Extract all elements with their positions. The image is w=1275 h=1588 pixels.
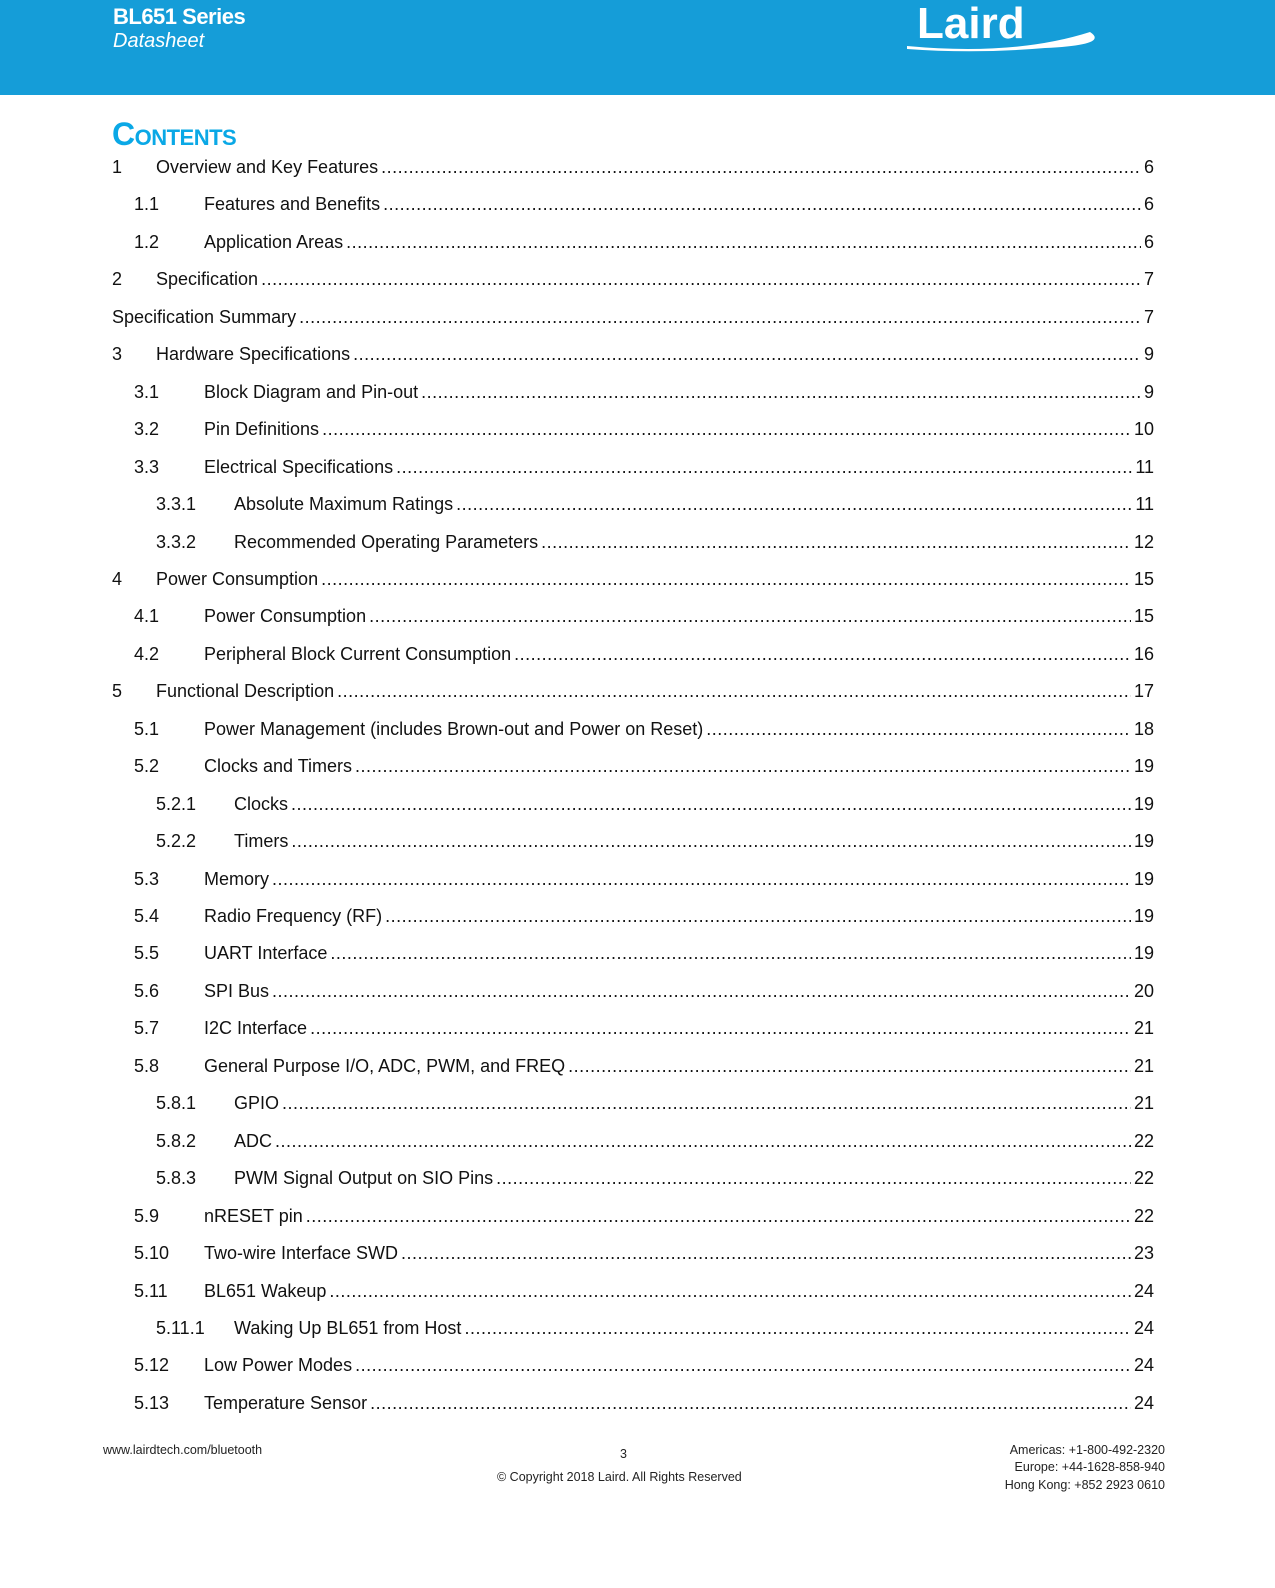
toc-entry-page: 19 [1133,793,1154,814]
footer-url[interactable]: www.lairdtech.com/bluetooth [103,1443,263,1457]
dot-leader [330,943,1131,964]
toc-entry-number: 1.1 [134,194,160,215]
toc-entry-number: 5.2 [134,756,160,777]
toc-entry[interactable] [156,1168,1154,1192]
page-title: Contents [112,116,237,152]
toc-entry-label: Memory [204,868,270,889]
toc-entry-page: 20 [1133,980,1154,1001]
toc-entry-page: 17 [1133,681,1154,702]
toc-entry-label: Two-wire Interface SWD [204,1243,399,1264]
toc-entry[interactable] [134,232,1154,256]
toc-entry-label: Functional Description [156,681,335,702]
toc-entry-label: Timers [234,831,289,852]
toc-entry-page: 21 [1133,1055,1154,1076]
toc-entry-label: Specification [156,269,259,290]
toc-entry-page: 11 [1135,456,1154,477]
toc-entry-label: Features and Benefits [204,194,381,215]
toc-entry[interactable] [156,1093,1154,1117]
dot-leader [299,307,1141,328]
dot-leader [261,269,1141,290]
toc-entry-label: GPIO [234,1093,280,1114]
dot-leader [291,794,1131,815]
toc-entry[interactable] [134,1056,1154,1080]
toc-entry-label: PWM Signal Output on SIO Pins [234,1168,494,1189]
toc-entry-number: 5.2.1 [156,793,197,814]
footer-page-number: 3 [620,1447,627,1461]
footer-phone-hongkong: Hong Kong: +852 2923 0610 [1004,1478,1165,1492]
toc-entry-number: 5.6 [134,980,160,1001]
toc-entry-page: 24 [1133,1317,1154,1338]
dot-leader [272,869,1131,890]
toc-entry-page: 22 [1133,1168,1154,1189]
toc-entry[interactable] [134,943,1154,967]
laird-logo [905,0,1105,60]
toc-entry-page: 12 [1133,531,1154,552]
toc-entry-label: I2C Interface [204,1018,308,1039]
toc-entry-page: 16 [1133,643,1154,664]
dot-leader [329,1281,1131,1302]
toc-entry-number: 5.10 [134,1243,170,1264]
toc-entry-label: Clocks and Timers [204,756,353,777]
dot-leader [355,1355,1131,1376]
toc-entry-label: ADC [234,1130,273,1151]
toc-entry[interactable] [134,419,1154,443]
toc-entry-page: 21 [1133,1018,1154,1039]
toc-entry[interactable] [134,1018,1154,1042]
toc-entry[interactable] [134,869,1154,893]
dot-leader [706,719,1131,740]
dot-leader [310,1018,1131,1039]
toc-entry-number: 5.8 [134,1055,160,1076]
toc-entry-label: Specification Summary [112,306,297,327]
toc-entry-page: 7 [1143,306,1154,327]
toc-entry-number: 5.13 [134,1392,170,1413]
dot-leader [355,756,1131,777]
toc-entry-label: nRESET pin [204,1205,303,1226]
toc-entry-number: 3 [112,344,123,365]
toc-entry-page: 7 [1143,269,1154,290]
toc-entry-number: 2 [112,269,123,290]
toc-entry-number: 5.11.1 [156,1317,205,1338]
toc-entry-page: 23 [1133,1243,1154,1264]
toc-entry[interactable] [112,344,1154,368]
dot-leader [396,457,1132,478]
toc-entry[interactable] [112,269,1154,293]
toc-entry[interactable] [134,906,1154,930]
toc-entry-page: 9 [1143,344,1154,365]
footer-phone-americas: Americas: +1-800-492-2320 [1009,1443,1165,1457]
toc-entry-number: 5.11 [134,1280,168,1301]
dot-leader [401,1243,1131,1264]
dot-leader [381,157,1141,178]
toc-entry[interactable] [156,831,1154,855]
toc-entry-page: 19 [1133,831,1154,852]
toc-entry-number: 5.5 [134,943,160,964]
toc-entry-page: 15 [1133,606,1154,627]
toc-entry[interactable] [156,494,1154,518]
toc-entry-label: Low Power Modes [204,1355,353,1376]
toc-entry-number: 3.2 [134,419,160,440]
product-series: BL651 Series [113,4,246,29]
toc-entry-label: Pin Definitions [204,419,320,440]
dot-leader [272,981,1131,1002]
dot-leader [306,1206,1131,1227]
toc-entry[interactable] [134,756,1154,780]
toc-entry-page: 19 [1133,868,1154,889]
toc-entry-page: 15 [1133,568,1154,589]
toc-entry[interactable] [134,644,1154,668]
toc-entry-number: 3.3.1 [156,494,197,515]
toc-entry-label: Clocks [234,793,289,814]
toc-entry-number: 5.1 [134,718,160,739]
toc-entry[interactable] [134,382,1154,406]
toc-entry-page: 24 [1133,1280,1154,1301]
toc-entry-page: 6 [1143,194,1154,215]
toc-entry-page: 22 [1133,1205,1154,1226]
toc-entry-label: Absolute Maximum Ratings [234,494,454,515]
toc-entry-label: Electrical Specifications [204,456,394,477]
toc-entry[interactable] [134,1355,1154,1379]
page-header [0,0,1275,95]
toc-entry[interactable] [156,1131,1154,1155]
dot-leader [514,644,1131,665]
toc-entry-page: 6 [1143,157,1154,177]
dot-leader [456,494,1132,515]
dot-leader [353,344,1141,365]
toc-entry-number: 5.8.1 [156,1093,197,1114]
toc-entry-number: 5.2.2 [156,831,197,852]
toc-entry-label: SPI Bus [204,980,270,1001]
toc-entry-page: 19 [1133,906,1154,926]
document-type: Datasheet [113,30,205,52]
toc-entry[interactable] [134,1281,1154,1305]
toc-entry-label: Power Management (includes Brown-out and Power on Reset) [204,718,704,739]
dot-leader [346,232,1141,253]
toc-entry-label: Power Consumption [156,568,319,589]
toc-entry-page: 18 [1133,718,1154,739]
toc-entry-page: 21 [1133,1093,1154,1114]
toc-entry[interactable] [134,719,1154,743]
toc-entry-number: 1.2 [134,231,160,252]
toc-entry-label: Radio Frequency (RF) [204,906,383,926]
dot-leader [370,1393,1131,1414]
svg-text:Laird: Laird [917,0,1025,48]
toc-entry-number: 3.3 [134,456,160,477]
toc-entry-number: 5.9 [134,1205,160,1226]
toc-entry-page: 11 [1135,494,1154,515]
toc-entry-page: 10 [1133,419,1154,440]
toc-entry-number: 3.1 [134,381,160,402]
toc-entry[interactable] [112,307,1154,331]
toc-entry-label: Power Consumption [204,606,367,627]
toc-entry[interactable] [112,157,1154,181]
dot-leader [385,906,1131,927]
toc-entry-page: 24 [1133,1392,1154,1413]
toc-entry[interactable] [112,569,1154,593]
toc-entry-label: BL651 Wakeup [204,1280,327,1301]
toc-entry[interactable] [156,532,1154,556]
toc-entry-page: 22 [1133,1130,1154,1151]
toc-entry-label: Hardware Specifications [156,344,351,365]
toc-entry-page: 24 [1133,1355,1154,1376]
toc-entry-label: Application Areas [204,231,344,252]
dot-leader [568,1056,1131,1077]
dot-leader [321,569,1131,590]
toc-entry-label: General Purpose I/O, ADC, PWM, and FREQ [204,1055,566,1076]
toc-entry-number: 3.3.2 [156,531,197,552]
dot-leader [291,831,1131,852]
toc-entry-label: Recommended Operating Parameters [234,531,539,552]
toc-entry-page: 6 [1143,231,1154,252]
toc-entry-label: Peripheral Block Current Consumption [204,643,512,664]
toc-entry-label: Temperature Sensor [204,1392,368,1413]
toc-entry-number: 4 [112,568,123,589]
dot-leader [369,606,1131,627]
toc-entry-number: 5.4 [134,906,160,926]
toc-entry-label: Block Diagram and Pin-out [204,381,419,402]
toc-entry[interactable] [134,194,1154,218]
dot-leader [275,1131,1131,1152]
dot-leader [322,419,1131,440]
toc-entry-number: 5.8.3 [156,1168,197,1189]
dot-leader [282,1093,1131,1114]
toc-entry[interactable] [134,1393,1154,1417]
toc-entry[interactable] [134,457,1154,481]
dot-leader [496,1168,1131,1189]
toc-entry[interactable] [156,1318,1154,1342]
toc-entry-page: 19 [1133,943,1154,964]
toc-entry-number: 5.8.2 [156,1130,197,1151]
toc-entry-number: 5 [112,681,123,702]
dot-leader [541,532,1131,553]
toc-entry[interactable] [134,1243,1154,1267]
toc-entry-number: 5.7 [134,1018,160,1039]
footer-phone-europe: Europe: +44-1628-858-940 [1014,1460,1165,1474]
dot-leader [383,194,1141,215]
toc-entry-label: UART Interface [204,943,328,964]
footer-copyright: © Copyright 2018 Laird. All Rights Reserved [497,1470,742,1484]
toc-entry[interactable] [134,1206,1154,1230]
dot-leader [421,382,1141,403]
toc-entry-number: 1 [112,157,123,177]
toc-entry-label: Waking Up BL651 from Host [234,1317,462,1338]
toc-entry-number: 5.3 [134,868,160,889]
dot-leader [337,681,1131,702]
toc-entry-page: 9 [1143,381,1154,402]
toc-entry[interactable] [134,606,1154,630]
toc-entry[interactable] [112,681,1154,705]
toc-entry[interactable] [156,794,1154,818]
toc-entry-number: 4.1 [134,606,160,627]
toc-entry-label: Overview and Key Features [156,157,379,177]
toc-entry-number: 5.12 [134,1355,170,1376]
toc-entry-page: 19 [1133,756,1154,777]
toc-entry[interactable] [134,981,1154,1005]
dot-leader [464,1318,1131,1339]
toc-entry-number: 4.2 [134,643,160,664]
